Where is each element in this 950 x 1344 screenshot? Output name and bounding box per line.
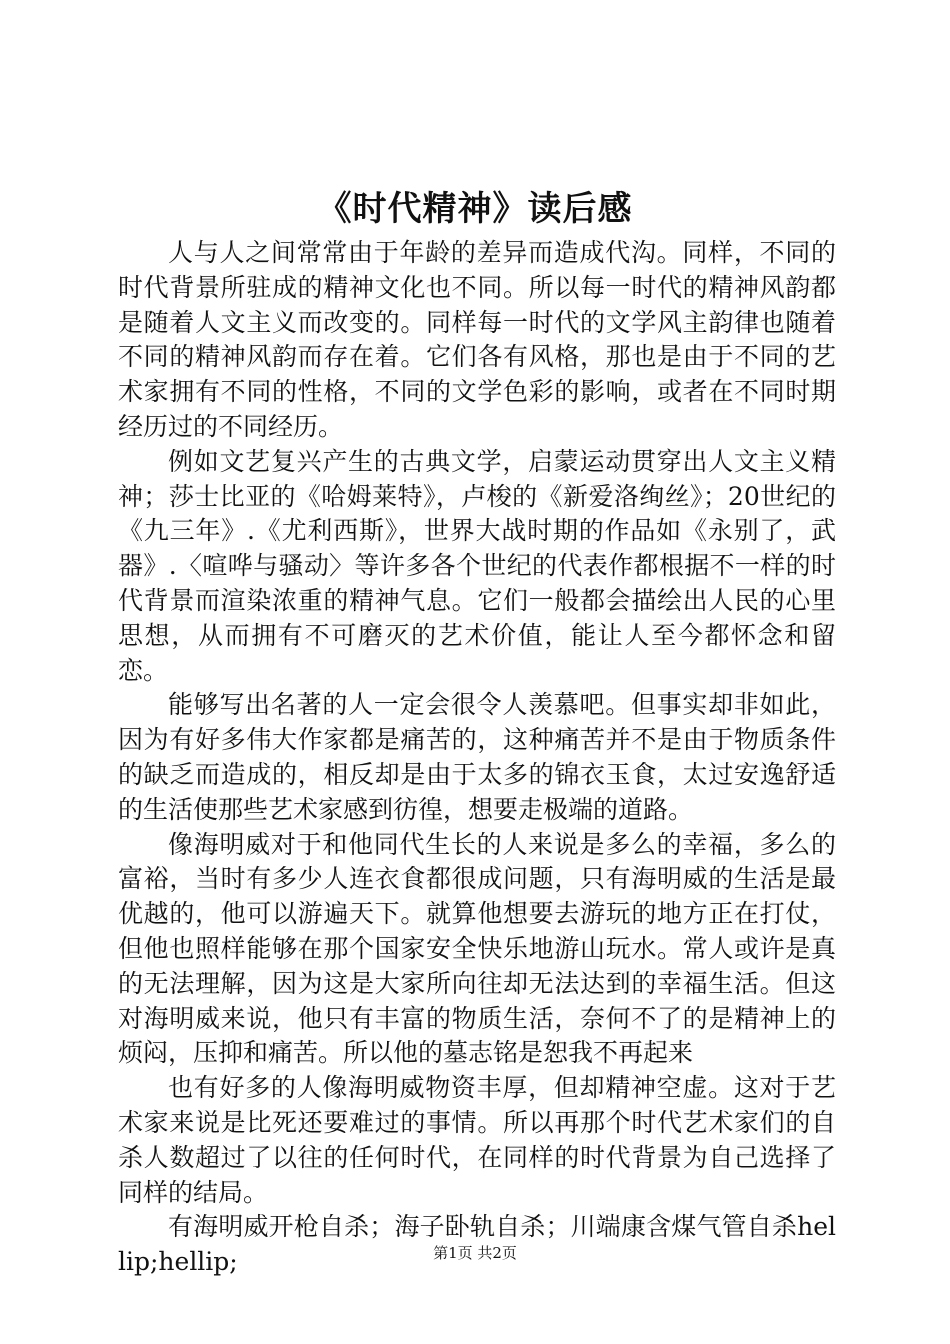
- paragraph-5: 也有好多的人像海明威物资丰厚，但却精神空虚。这对于艺术家来说是比死还要难过的事情。所以再那个时代艺术家们的自杀人数超过了以往的任何时代，在同样的时代背景为自己选择了同样的结局。: [118, 1073, 836, 1207]
- document-body: [118, 236, 836, 1280]
- paragraph-4: 像海明威对于和他同代生长的人来说是多么的幸福，多么的富裕，当时有多少人连衣食都很成问题，只有海明威的生活是最优越的，他可以游遍天下。就算他想要去游玩的地方正在打仗，但他也照样能够在那个国家安全快乐地游山玩水。常人或许是真的无法理解，因为这是大家所向往却无法达到的幸福生活。但这对海明威来说，他只有丰富的物质生活，奈何不了的是精神上的烦闷，压抑和痛苦。所以他的墓志铭是恕我不再起来: [118, 829, 836, 1068]
- document-title: 《时代精神》读后感: [317, 189, 633, 229]
- paragraph-2: 例如文艺复兴产生的古典文学，启蒙运动贯穿出人文主义精神；莎士比亚的《哈姆莱特》，卢梭的《新爱洛绚丝》；20世纪的《九三年》.《尤利西斯》，世界大战时期的作品如《永别了，武器》.〈喧哗与骚动〉等许多各个世纪的代表作都根据不一样的时代背景而渲染浓重的精神气息。它们一般都会描绘出人民的心里思想，从而拥有不可磨灭的艺术价值，能让人至今都怀念和留恋。: [118, 446, 836, 685]
- paragraph-3: 能够写出名著的人一定会很令人羡慕吧。但事实却非如此，因为有好多伟大作家都是痛苦的，这种痛苦并不是由于物质条件的缺乏而造成的，相反却是由于太多的锦衣玉食，太过安逸舒适的生活使那些艺术家感到彷徨，想要走极端的道路。: [118, 690, 836, 824]
- page-number-footer: 第1页 共2页: [433, 1244, 517, 1262]
- paragraph-6: 有海明威开枪自杀；海子卧轨自杀；川端康含煤气管自杀hellip;hellip;: [118, 1212, 836, 1277]
- paragraph-1: 人与人之间常常由于年龄的差异而造成代沟。同样，不同的时代背景所驻成的精神文化也不同。所以每一时代的精神风韵都是随着人文主义而改变的。同样每一时代的文学风主韵律也随着不同的精神风韵而存在着。它们各有风格，那也是由于不同的艺术家拥有不同的性格，不同的文学色彩的影响，或者在不同时期经历过的不同经历。: [118, 238, 836, 441]
